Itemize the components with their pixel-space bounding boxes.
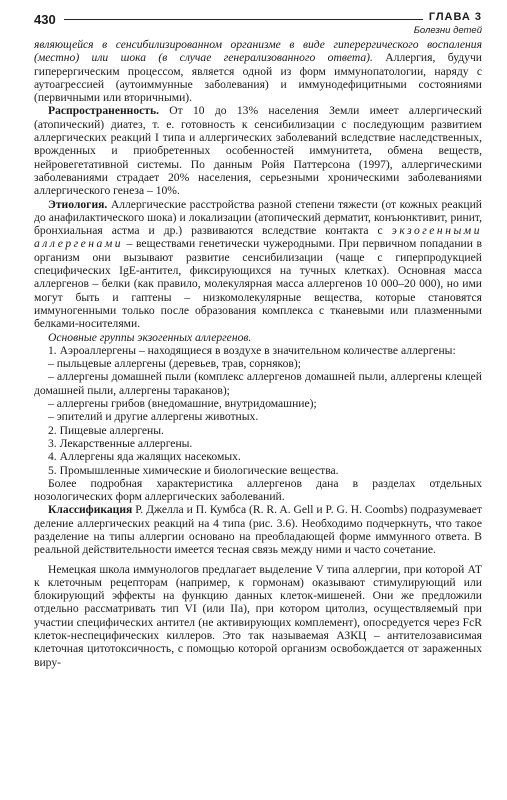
italic-fragment: являющейся в сенсибилизированном организме в виде гиперергического воспаления (местно) или шока (в случае генерализованного ответа). [34, 38, 482, 65]
chapter-title: ГЛАВА 3 [423, 11, 482, 23]
list-subitem: – пыльцевые аллергены (деревьев, трав, сорняков); [48, 357, 301, 371]
groups-title: Основные группы экзогенных аллергенов. [48, 330, 252, 344]
paragraph-classification [34, 503, 482, 556]
list-item: 5. Промышленные химические и биологические вещества. [48, 463, 339, 477]
list-subitem: – аллергены домашней пыли (комплекс аллергенов домашней пыли, аллергены клещей домашней пыли, аллергены тараканов); [34, 370, 482, 397]
paragraph-details: Более подробная характеристика аллергенов дана в разделах отдельных нозологических форм аллергических заболеваний. [34, 476, 482, 504]
list-subitem: – эпителий и другие аллергены животных. [48, 410, 259, 424]
spaced-term: экзогенными аллергенами [34, 224, 482, 251]
paragraph-text: Аллергические расстройства разной степени тяжести (от кожных реакций до анафилактического шока) и локализации (атопический дерматит, конъюнктивит, ринит, бронхиальная астма и др.) развиваются вследствие контакта с [34, 197, 482, 238]
paragraph-definition [34, 38, 482, 104]
header-rule [64, 19, 482, 20]
paragraph-text: Аллергия, будучи гиперергическим процессом, является одной из форм иммунопатологии, наряду с аутоагрессией (аутоиммунные заболевания) и иммунодефицитными состояниями (первичными или вторичными). [34, 51, 482, 105]
page-number: 430 [34, 12, 56, 27]
heading-prevalence: Распространенность. [48, 104, 160, 118]
paragraph-text: Р. Джелла и П. Кумбса (R. R. A. Gell и P. G. H. Coombs) подразумевает деление аллергических реакций на 4 типа (рис. 3.6). Необходимо подчеркнуть, что такое разделение на типы аллергии основано на преобладающей форме иммунного ответа. В реальной действительности имеется тесная связь между ними и часто сочетание. [34, 503, 482, 557]
book-page [34, 8, 482, 669]
list-item: 1. Аэроаллергены – находящиеся в воздухе в значительном количестве аллергены: [48, 343, 456, 357]
page-header [34, 8, 482, 38]
heading-classification: Классификация [48, 503, 133, 517]
paragraph-german-school: Немецкая школа иммунологов предлагает выделение V типа аллергии, при которой АТ к клеточным рецепторам (например, к гормонам) оказывают стимулирующий или блокирующий эффекты на функцию данных клеток-мишеней. Они же предложили отдельно рассматривать тип VI (или IIa), при котором цитолиз, осуществляемый при участии специфических антител (не активирующих комплемент), опосредуется через FcR клеток-неспецифических киллеров. Это так называемая АЗКЦ – антителозависимая клеточная цитотоксичность, с помощью которой организм освобождается от зараженных виру- [34, 562, 482, 669]
list-item: 2. Пищевые аллергены. [48, 423, 164, 437]
paragraph-text: От 10 до 13% населения Земли имеет аллергический (атопический) диатез, т. е. готовность к сенсибилизации с последующим развитием аллергических реакций I типа и аллергических заболеваний вследствие наследственных, врожденных и приобретенных особенностей иммунитета, обмена веществ, нейровегетативной системы. По данным Ройя Паттерсона (1997), аллергическими заболеваниями страдает 20% населения, серьезными хроническими заболеваниями аллергического генеза – 10%. [34, 104, 482, 198]
paragraph-etiology [34, 198, 482, 331]
section-title: Болезни детей [413, 25, 482, 36]
paragraph-text: – веществами генетически чужеродными. При первичном попадании в организм они вызывают развитие сенсибилизации (чаще с гиперпродукцией специфических IgE-антител, фиксирующихся на тучных клетках). Основная масса аллергенов – белки (как правило, молекулярная масса аллергенов 10 000–20 000), но ими могут быть и гаптены – низкомолекулярные вещества, которые становятся иммуногенными только после образования комплекса с тканевыми или плазменными белками-носителями. [34, 237, 482, 331]
paragraph-prevalence [34, 104, 482, 197]
list-subitem: – аллергены грибов (внедомашние, внутридомашние); [48, 397, 317, 411]
body-text [34, 38, 482, 669]
list-item: 3. Лекарственные аллергены. [48, 436, 193, 450]
heading-etiology: Этиология. [48, 197, 108, 211]
list-item: 4. Аллергены яда жалящих насекомых. [48, 450, 241, 464]
